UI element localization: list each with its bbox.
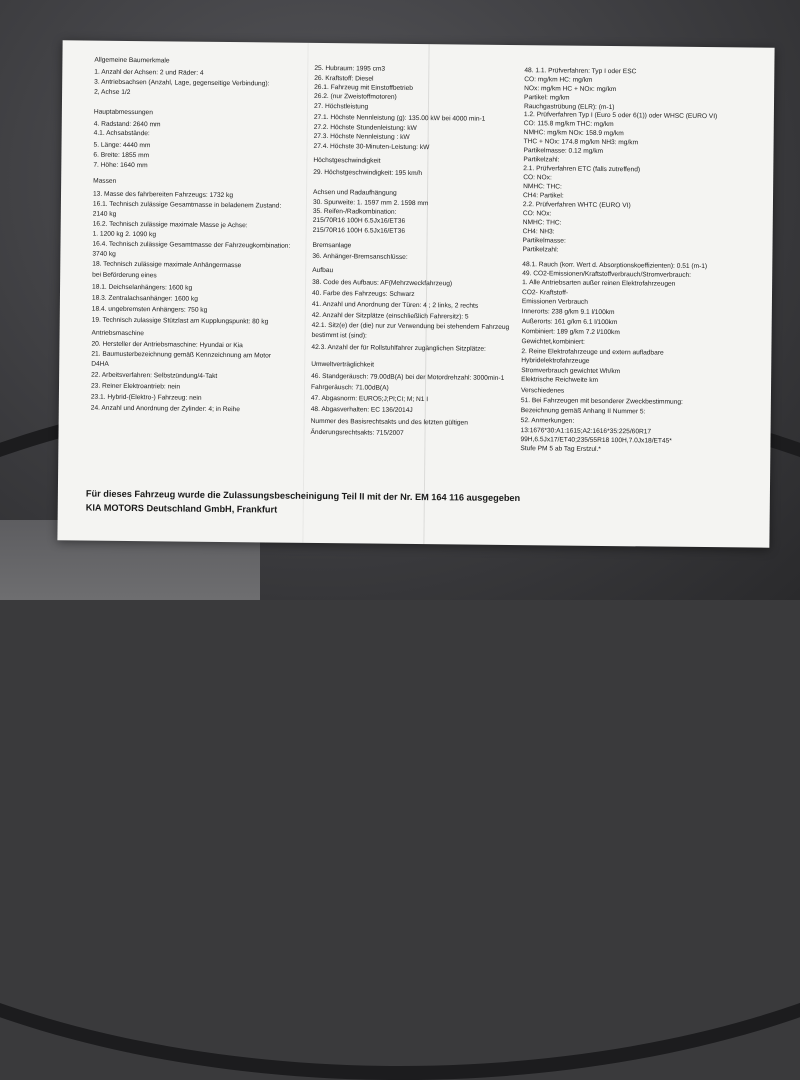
middle-line: Bremsanlage [312, 241, 352, 250]
left-line: Antriebsmaschine [91, 329, 145, 338]
middle-line: 26.2. (nur Zweistoffmotoren) [314, 92, 397, 101]
right-line: NMHC: THC: [523, 183, 562, 191]
right-line: Außerorts: 161 g/km 6.1 l/100km [521, 318, 618, 327]
middle-line: 215/70R16 100H 6.5Jx16/ET36 [312, 216, 406, 225]
right-line: Partikelzahl: [523, 156, 560, 164]
left-line: 2, Achse 1/2 [94, 88, 131, 96]
middle-line: 27.4. Höchste 30-Minuten-Leistung: kW [313, 142, 430, 152]
right-line: Stufe PM 5 ab Tag Erstzul.* [520, 445, 601, 453]
right-line: 52. Anmerkungen: [520, 417, 575, 425]
right-line: 48. 1.1. Prüfverfahren: Typ I oder ESC [524, 67, 637, 76]
middle-line: Aufbau [312, 266, 334, 275]
left-line: bei Beförderung eines [92, 271, 157, 280]
left-line: 16.1. Technisch zulässige Gesamtmasse in beladenem Zustand: [92, 200, 282, 210]
right-line: NMHC: THC: [522, 219, 562, 227]
middle-line: Umweltverträglichkeit [311, 360, 374, 369]
left-line: 23.1. Hybrid-(Elektro-) Fahrzeug: nein [90, 393, 202, 402]
right-line: Bezeichnung gemäß Anhang II Nummer 5: [520, 407, 646, 416]
left-line: 6. Breite: 1855 mm [93, 151, 150, 160]
left-line: 13. Masse des fahrbereiten Fahrzeugs: 1732 kg [92, 190, 234, 200]
left-line: 24. Anzahl und Anordnung der Zylinder: 4; in Reihe [90, 404, 241, 414]
left-line: 3740 kg [92, 250, 116, 258]
right-line: Stromverbrauch gewichtet Wh/km [521, 367, 621, 376]
middle-line: 36. Anhänger-Bremsanschlüsse: [312, 252, 408, 261]
left-line: 23. Reiner Elektroantrieb: nein [90, 382, 181, 391]
left-line: 1. Anzahl der Achsen: 2 und Räder: 4 [94, 68, 204, 77]
left-line: 22. Arbeitsverfahren: Selbstzündung/4-Takt [91, 371, 218, 380]
middle-line: 25. Hubraum: 1995 cm3 [314, 64, 386, 73]
middle-line: 27.2. Höchste Stundenleistung: kW [313, 123, 417, 132]
right-line: CO: 115.8 mg/km THC: mg/km [523, 120, 614, 129]
right-line: THC + NOx: 174.8 mg/km NH3: mg/km [523, 138, 639, 147]
left-line: 20. Hersteller der Antriebsmaschine: Hyundai or Kia [91, 340, 243, 350]
right-line: 2.2. Prüfverfahren WHTC (EURO VI) [522, 201, 631, 210]
middle-line: 27.3. Höchste Nennleistung : kW [313, 132, 410, 141]
middle-line: 42.1. Sitz(e) der (die) nur zur Verwendung bei stehendem Fahrzeug [311, 321, 510, 331]
right-line: Elektrische Reichweite km [521, 376, 599, 384]
right-line: Rauchgastrübung (ELR): (m-1) [523, 103, 615, 112]
middle-line: 42.3. Anzahl der für Rollstuhlfahrer zugänglichen Sitzplätze: [311, 343, 486, 353]
right-line: CO: NOx: [522, 210, 552, 218]
middle-line: 47. Abgasnorm: EURO5;J;PI;CI; M; N1 I [310, 394, 429, 404]
right-line: 1.2. Prüfverfahren Typ I (Euro 5 oder 6(1)) oder WHSC (EURO VI) [523, 111, 718, 121]
paper-fold-secondary [302, 43, 308, 543]
right-line: Kombiniert: 189 g/km 7.2 l/100km [521, 328, 620, 337]
middle-line: Höchstgeschwindigkeit [313, 156, 381, 165]
right-line: Innerorts: 238 g/km 9.1 l/100km [521, 308, 615, 317]
middle-line: 38. Code des Aufbaus: AF(Mehrzweckfahrzeug) [312, 278, 453, 288]
left-line: 16.2. Technisch zulässige maximale Masse je Achse: [92, 220, 248, 230]
right-line: 13:1676*30:A1:1615;A2:1616*35:225/60R17 [520, 427, 652, 436]
right-line: CO2- Kraftstoff- [521, 289, 569, 297]
right-line: 1. Alle Antriebsarten außer reinen Elektrofahrzeugen [522, 279, 676, 288]
middle-line: 42. Anzahl der Sitzplätze (einschließlich Fahrersitz): 5 [311, 311, 469, 321]
right-line: 48.1. Rauch (korr. Wert d. Absorptionskoeffizienten): 0.51 (m-1) [522, 261, 708, 271]
footer-line: KIA MOTORS Deutschland GmbH, Frankfurt [85, 502, 278, 515]
left-line: 2140 kg [92, 210, 117, 218]
left-line: 4. Radstand: 2640 mm [93, 120, 161, 129]
middle-line: 215/70R16 100H 6.5Jx16/ET36 [312, 226, 406, 235]
footer-line: Für dieses Fahrzeug wurde die Zulassungsbescheinigung Teil II mit der Nr. EM 164 116 ausgegeben [85, 488, 521, 504]
left-line: 1. 1200 kg 2. 1090 kg [92, 230, 157, 239]
right-line: Emissionen Verbrauch [521, 298, 588, 306]
left-line: 3. Antriebsachsen (Anzahl, Lage, gegenseitige Verbindung): [94, 78, 270, 88]
middle-line: 27.1. Höchste Nennleistung (g): 135.00 kW bei 4000 min-1 [313, 113, 486, 123]
middle-line: 27. Höchstleistung [313, 102, 369, 111]
right-line: CO: mg/km HC: mg/km [524, 76, 593, 84]
left-line: 21. Baumusterbezeichnung gemäß Kennzeichnung am Motor [91, 350, 271, 360]
middle-line: Fahrgeräusch: 71.00dB(A) [310, 383, 389, 392]
middle-line: 26. Kraftstoff: Diesel [314, 74, 374, 83]
left-line: 18.3. Zentralachsanhänger: 1600 kg [91, 294, 198, 303]
middle-line: 46. Standgeräusch: 79.00dB(A) bei der Motordrehzahl: 3000min-1 [311, 372, 505, 382]
left-line: 18.4. ungebremsten Anhängers: 750 kg [91, 305, 208, 314]
right-line: 2. Reine Elektrofahrzeuge und extern aufladbare [521, 348, 664, 357]
middle-line: 41. Anzahl und Anordnung der Türen: 4 ; 2 links, 2 rechts [311, 300, 479, 310]
right-line: Hybridelektrofahrzeuge [521, 357, 590, 365]
right-line: Partikel: mg/km [524, 94, 570, 102]
middle-line: Nummer des Basisrechtsakts und des letzten gültigen [310, 417, 468, 427]
left-line: 16.4. Technisch zulässige Gesamtmasse der Fahrzeugkombination: [92, 240, 291, 250]
right-line: 51. Bei Fahrzeugen mit besonderer Zweckbestimmung: [520, 397, 683, 406]
middle-line: bestimmt ist (sind): [311, 331, 367, 340]
right-line: Gewichtet,kombiniert: [521, 338, 585, 346]
right-line: NMHC: mg/km NOx: 158.9 mg/km [523, 129, 624, 138]
middle-line: 40. Farbe des Fahrzeugs: Schwarz [311, 289, 415, 298]
right-line: Verschiedenes [520, 387, 565, 395]
left-line: D4HA [91, 360, 109, 368]
left-line: 18. Technisch zulässige maximale Anhängermasse [92, 260, 242, 270]
middle-line: 30. Spurweite: 1. 1597 mm 2. 1598 mm [312, 198, 429, 208]
left-line: Massen [93, 177, 117, 185]
right-line: CO: NOx: [523, 174, 552, 182]
middle-line: 26.1. Fahrzeug mit Einstoffbetrieb [314, 83, 414, 92]
right-line: CH4: Partikel: [522, 192, 564, 200]
right-line: 99H,6.5Jx17/ET40;235/55R18 100H,7.0Jx18/ET45* [520, 436, 672, 445]
registration-document [57, 40, 774, 547]
left-line: 5. Länge: 4440 mm [93, 141, 151, 150]
middle-line: Änderungsrechtsakts: 715/2007 [310, 428, 404, 437]
left-line: 4.1. Achsabstände: [93, 129, 150, 138]
middle-line: Achsen und Radaufhängung [313, 188, 397, 197]
left-line: Hauptabmessungen [93, 108, 153, 117]
middle-line: 29. Höchstgeschwindigkeit: 195 km/h [313, 168, 423, 178]
middle-line: 48. Abgasverhalten: EC 136/2014J [310, 405, 413, 414]
middle-line: 35. Reifen-/Radkombination: [312, 207, 397, 216]
left-line: Allgemeine Baumerkmale [94, 56, 170, 65]
right-line: 2.1. Prüfverfahren ETC (falls zutreffend) [523, 165, 641, 174]
left-line: 18.1. Deichselanhängers: 1600 kg [92, 283, 193, 292]
right-line: Partikelmasse: [522, 237, 566, 245]
right-line: CH4: NH3: [522, 228, 555, 236]
right-line: Partikelmasse: 0.12 mg/km [523, 147, 604, 155]
right-line: Partikelzahl: [522, 246, 559, 254]
left-line: 7. Höhe: 1640 mm [93, 161, 148, 170]
right-line: 49. CO2-Emissionen/Kraftstoffverbrauch/Stromverbrauch: [522, 270, 692, 279]
right-line: NOx: mg/km HC + NOx: mg/km [524, 85, 617, 94]
left-line: 19. Technisch zulassige Stützlast am Kupplungspunkt: 80 kg [91, 316, 269, 326]
